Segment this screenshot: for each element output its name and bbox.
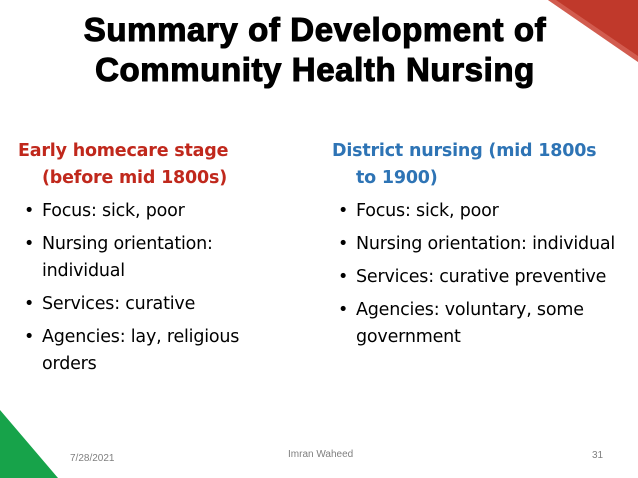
bullet-dot-icon: • bbox=[338, 267, 349, 287]
bullet-dot-icon: • bbox=[24, 327, 35, 347]
left-bullet-item bbox=[18, 231, 290, 285]
left-bullet-item bbox=[18, 324, 290, 378]
right-bullet-item bbox=[332, 198, 622, 225]
left-bullet-text: Services: curative bbox=[42, 294, 196, 314]
slide-title-line-2: Community Health Nursing bbox=[95, 51, 535, 88]
right-column-heading: District nursing (mid 1800s to 1900) bbox=[332, 141, 597, 188]
bullet-dot-icon: • bbox=[24, 234, 35, 254]
right-column bbox=[332, 138, 622, 357]
right-bullet-text: Nursing orientation: individual bbox=[356, 234, 616, 254]
left-bullet-list bbox=[18, 198, 290, 378]
left-bullet-item bbox=[18, 198, 290, 225]
right-bullet-item bbox=[332, 231, 622, 258]
right-bullet-item bbox=[332, 264, 622, 291]
bullet-dot-icon: • bbox=[338, 201, 349, 221]
left-bullet-text: Focus: sick, poor bbox=[42, 201, 185, 221]
left-bullet-item bbox=[18, 291, 290, 318]
bullet-dot-icon: • bbox=[338, 234, 349, 254]
footer-page-number: 31 bbox=[592, 450, 604, 461]
slide-title bbox=[20, 10, 610, 90]
slide-title-line-1: Summary of Development of bbox=[83, 11, 547, 48]
right-bullet-text: Focus: sick, poor bbox=[356, 201, 499, 221]
right-bullet-text: Agencies: voluntary, some government bbox=[356, 300, 584, 347]
left-column-heading: Early homecare stage (before mid 1800s) bbox=[18, 141, 229, 188]
footer-date: 7/28/2021 bbox=[70, 453, 115, 464]
left-column bbox=[18, 138, 290, 384]
left-bullet-text: Nursing orientation: individual bbox=[42, 234, 213, 281]
right-bullet-list bbox=[332, 198, 622, 351]
bullet-dot-icon: • bbox=[24, 294, 35, 314]
left-bullet-text: Agencies: lay, religious orders bbox=[42, 327, 240, 374]
right-bullet-text: Services: curative preventive bbox=[356, 267, 607, 287]
corner-green-triangle-decoration bbox=[0, 410, 58, 478]
bullet-dot-icon: • bbox=[24, 201, 35, 221]
right-bullet-item bbox=[332, 297, 622, 351]
bullet-dot-icon: • bbox=[338, 300, 349, 320]
footer-author: Imran Waheed bbox=[288, 449, 354, 460]
